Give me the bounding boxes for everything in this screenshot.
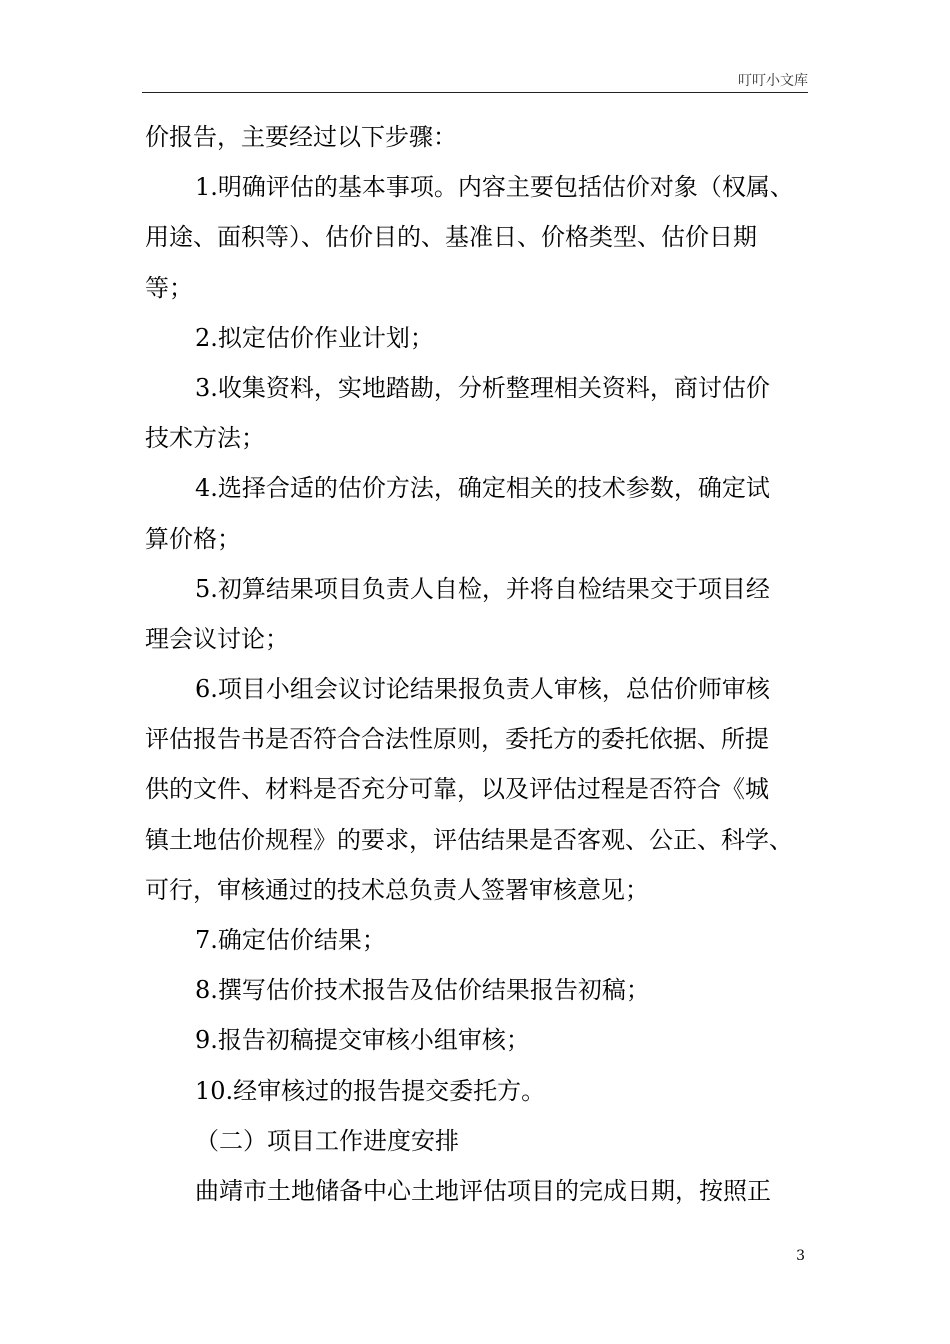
page-number: 3 — [796, 1248, 805, 1264]
text-line: 用途、面积等）、估价目的、基准日、价格类型、估价日期 — [145, 223, 757, 252]
text-line: 8.撰写估价技术报告及估价结果报告初稿； — [195, 976, 650, 1005]
text-line: 价报告，主要经过以下步骤： — [145, 123, 457, 151]
page-header-text: 叮叮小文库 — [738, 73, 808, 89]
text-line: 9.报告初稿提交审核小组审核； — [195, 1026, 530, 1055]
text-line: 等； — [145, 273, 193, 302]
text-line: 4.选择合适的估价方法，确定相关的技术参数，确定试 — [195, 474, 770, 503]
text-line: 6.项目小组会议讨论结果报负责人审核，总估价师审核 — [195, 675, 770, 704]
text-line: 评估报告书是否符合合法性原则，委托方的委托依据、所提 — [145, 725, 769, 754]
text-line: 1.明确评估的基本事项。内容主要包括估价对象（权属、 — [195, 173, 794, 202]
text-line: 技术方法； — [145, 424, 265, 453]
document-body — [145, 112, 809, 1216]
text-line: 可行，审核通过的技术总负责人签署审核意见； — [145, 875, 649, 904]
text-line: 7.确定估价结果； — [195, 926, 386, 954]
text-line: 3.收集资料，实地踏勘，分析整理相关资料，商讨估价 — [195, 373, 770, 402]
section-heading: （二）项目工作进度安排 — [195, 1126, 459, 1155]
text-line: 10.经审核过的报告提交委托方。 — [195, 1076, 546, 1105]
text-line: 理会议讨论； — [145, 624, 289, 653]
text-line: 5.初算结果项目负责人自检，并将自检结果交于项目经 — [195, 574, 770, 603]
text-line: 2.拟定估价作业计划； — [195, 323, 434, 352]
text-line: 镇土地估价规程》的要求，评估结果是否客观、公正、科学、 — [145, 825, 793, 854]
header-rule — [142, 92, 808, 93]
text-line: 算价格； — [145, 524, 241, 553]
text-line: 曲靖市土地储备中心土地评估项目的完成日期，按照正 — [195, 1176, 771, 1205]
text-line: 供的文件、材料是否充分可靠，以及评估过程是否符合《城 — [145, 775, 769, 804]
